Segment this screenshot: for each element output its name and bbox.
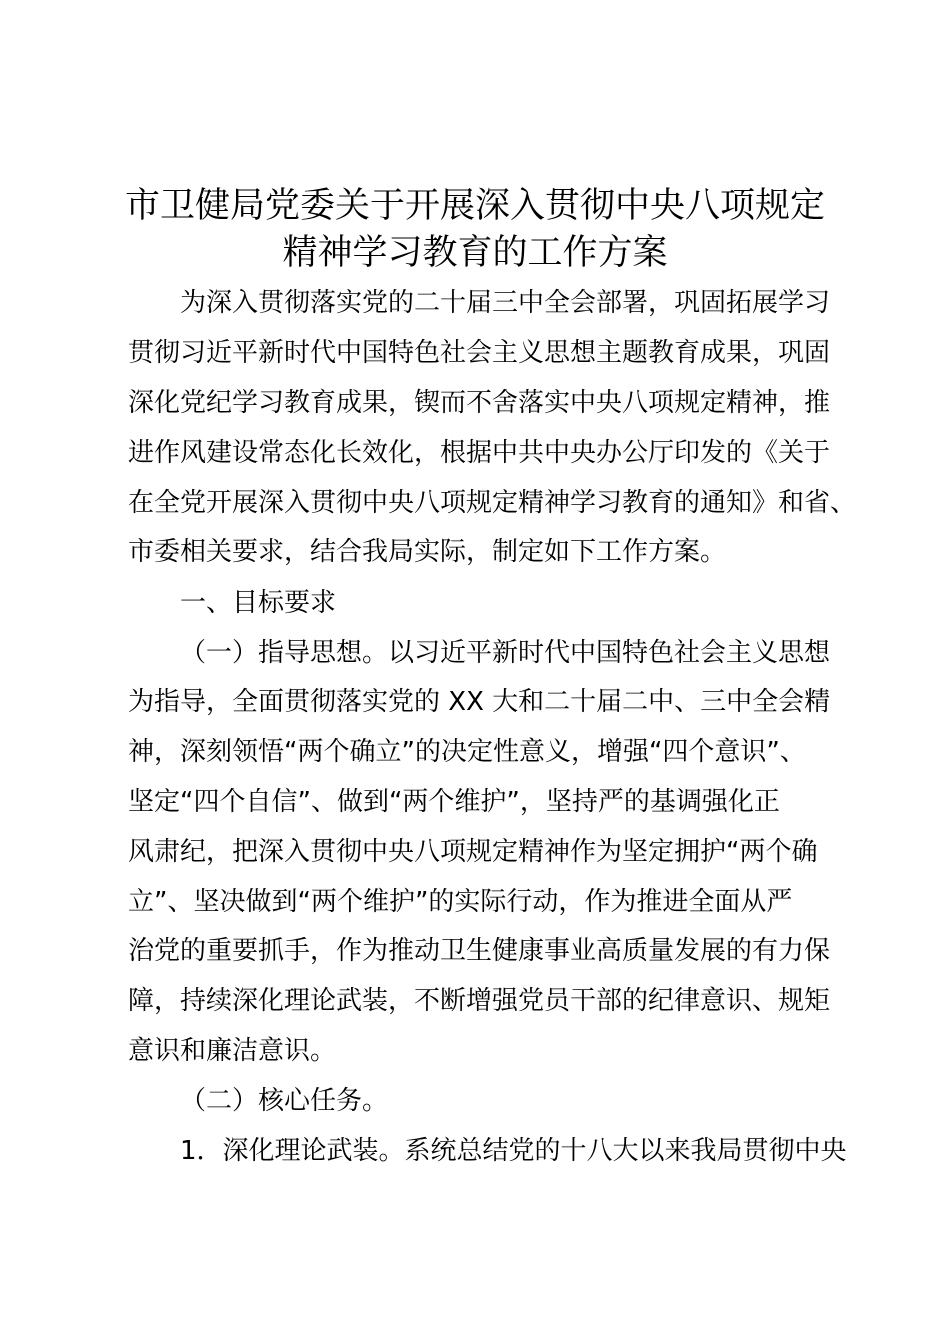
guiding-paragraph-line: （一）指导思想。以习近平新时代中国特色社会主义思想 bbox=[180, 638, 831, 668]
intro-paragraph-line: 为深入贯彻落实党的二十届三中全会部署，巩固拓展学习 bbox=[180, 288, 831, 318]
guiding-paragraph-line: 治党的重要抓手，作为推动卫生健康事业高质量发展的有力保 bbox=[128, 936, 831, 966]
guiding-paragraph-line: 为指导，全面贯彻落实党的 XX 大和二十届二中、三中全会精 bbox=[128, 687, 831, 717]
task-item-line: 1．深化理论武装。系统总结党的十八大以来我局贯彻中央 bbox=[180, 1136, 847, 1166]
intro-paragraph-line: 市委相关要求，结合我局实际，制定如下工作方案。 bbox=[128, 537, 727, 567]
intro-paragraph-line: 深化党纪学习教育成果，锲而不舍落实中央八项规定精神，推 bbox=[128, 388, 831, 418]
guiding-paragraph-line: 风肃纪，把深入贯彻中央八项规定精神作为坚定拥护“两个确 bbox=[128, 837, 818, 867]
document-title-line-2: 精神学习教育的工作方案 bbox=[282, 233, 668, 273]
document-title-line-1: 市卫健局党委关于开展深入贯彻中央八项规定 bbox=[124, 186, 825, 226]
guiding-paragraph-line: 立”、坚决做到“两个维护”的实际行动，作为推进全面从严 bbox=[128, 887, 793, 917]
intro-paragraph-line: 贯彻习近平新时代中国特色社会主义思想主题教育成果，巩固 bbox=[128, 338, 831, 368]
guiding-paragraph-line: 坚定“四个自信”、做到“两个维护”，坚持严的基调强化正 bbox=[128, 787, 780, 817]
guiding-paragraph-line: 神，深刻领悟“两个确立”的决定性意义，增强“四个意识”、 bbox=[128, 737, 806, 767]
intro-paragraph-line: 在全党开展深入贯彻中央八项规定精神学习教育的通知》和省、 bbox=[128, 488, 857, 518]
section-heading: 一、目标要求 bbox=[180, 588, 337, 618]
intro-paragraph-line: 进作风建设常态化长效化，根据中共中央办公厅印发的《关于 bbox=[128, 438, 831, 468]
guiding-paragraph-line: 意识和廉洁意识。 bbox=[128, 1036, 337, 1066]
guiding-paragraph-line: 障，持续深化理论武装，不断增强党员干部的纪律意识、规矩 bbox=[128, 986, 831, 1016]
subsection-heading: （二）核心任务。 bbox=[180, 1086, 389, 1116]
